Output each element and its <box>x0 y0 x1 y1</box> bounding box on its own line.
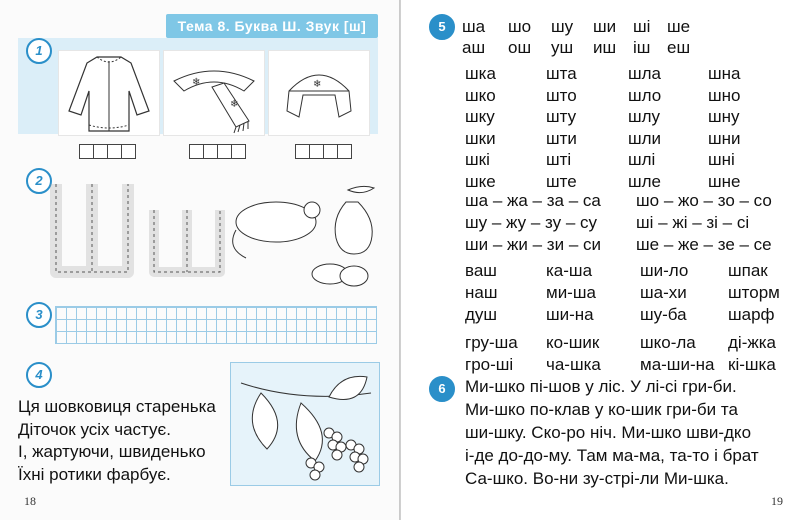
syllable: шки <box>465 128 496 148</box>
syllable: ош <box>508 38 532 57</box>
syllable: шті <box>546 150 572 169</box>
mulberry-branch-icon <box>231 363 379 485</box>
hat-icon <box>269 51 369 135</box>
syllable: иш <box>593 38 617 57</box>
syllable: шта <box>546 64 577 83</box>
poem-line: Діточок усіх частує. <box>18 419 171 439</box>
poem-line: Їхні ротики фарбує. <box>18 464 171 484</box>
page-number-right: 19 <box>771 494 783 508</box>
exercise-6-badge: 6 <box>429 376 455 402</box>
word: кі-шка <box>728 355 776 374</box>
syllable-chain: шо – жо – зо – со <box>636 191 772 210</box>
syllable: шне <box>708 171 741 191</box>
poem <box>18 396 216 486</box>
scarf-picture <box>163 50 265 136</box>
answer-boxes-hat[interactable] <box>296 144 352 159</box>
word: шко-ла <box>640 333 696 352</box>
story-line: ши-шку. Ско-ро ніч. Ми-шко шви-дко <box>465 423 752 442</box>
syllable: шно <box>708 85 741 105</box>
story-text <box>465 375 795 490</box>
page-number-left: 18 <box>24 494 36 508</box>
word: шпак <box>728 261 768 280</box>
hat-picture <box>268 50 370 136</box>
syllable: шні <box>708 150 735 169</box>
word: ча-шка <box>546 355 601 374</box>
svg-text:❄: ❄ <box>192 77 201 88</box>
word: шторм <box>728 283 780 302</box>
poem-line: І, жартуючи, швиденько <box>18 442 206 461</box>
syllable: аш <box>462 38 486 57</box>
syllable: шлу <box>628 107 661 126</box>
syllable: шло <box>628 85 662 105</box>
word: душ <box>465 305 498 324</box>
syllable: шну <box>708 107 740 126</box>
syllable-chain: ши – жи – зи – си <box>465 235 601 254</box>
syllable: шо <box>508 17 532 36</box>
word: шу-ба <box>640 305 687 324</box>
syllable: шти <box>546 128 577 148</box>
scarf-icon <box>164 51 264 135</box>
word: ко-шик <box>546 333 600 352</box>
syllable: ші <box>633 17 651 36</box>
exercise-4-badge: 4 <box>26 362 52 388</box>
lesson-title: Тема 8. Буква Ш. Звук [ш] <box>166 14 378 38</box>
syllable: уш <box>551 38 574 57</box>
exercise-1-badge: 1 <box>26 38 52 64</box>
word: шарф <box>728 305 775 324</box>
left-page <box>0 0 399 520</box>
syllable: шку <box>465 107 495 126</box>
word: ваш <box>465 261 497 280</box>
syllable: шкі <box>465 150 490 169</box>
syllable-chain: ша – жа – за – са <box>465 191 601 210</box>
syllable: іш <box>633 38 651 57</box>
word: ка-ша <box>546 261 593 280</box>
exercise-5-badge: 5 <box>429 14 455 40</box>
word: ши-на <box>546 305 594 324</box>
syllable: шка <box>465 64 496 83</box>
syllable-chain: ші – жі – зі – сі <box>636 213 750 232</box>
letter-sha-tracing[interactable] <box>50 180 230 280</box>
story-line: і-де до-до-му. Там ма-ма, та-то і брат <box>465 446 759 465</box>
syllable-chain: ше – же – зе – се <box>636 235 772 254</box>
syllable: шке <box>465 171 496 191</box>
svg-text:❄: ❄ <box>230 99 239 110</box>
syllable: шко <box>465 85 496 105</box>
syllable-chain: шу – жу – зу – су <box>465 213 598 232</box>
syllable: шле <box>628 171 662 191</box>
answer-boxes-scarf[interactable] <box>190 144 246 159</box>
exercise-2-badge: 2 <box>26 168 52 194</box>
word: наш <box>465 283 498 302</box>
word: ма-ши-на <box>640 355 715 374</box>
word: гру-ша <box>465 333 518 352</box>
word: ши-ло <box>640 261 689 280</box>
syllable: шту <box>546 107 577 126</box>
writing-grid[interactable] <box>55 306 377 344</box>
coat-picture <box>58 50 160 136</box>
story-line: Ми-шко пі-шов у ліс. У лі-сі гри-би. <box>465 377 737 396</box>
mouse-pear-picture <box>228 178 378 290</box>
syllable: шлі <box>628 150 656 169</box>
word: ми-ша <box>546 283 596 302</box>
story-line: Ми-шко по-клав у ко-шик гри-би та <box>465 400 738 419</box>
syllable: шу <box>551 17 574 36</box>
syllable: што <box>546 85 577 105</box>
answer-boxes-coat[interactable] <box>80 144 136 159</box>
word: ді-жка <box>728 333 776 352</box>
syllable: шна <box>708 64 741 83</box>
svg-text:❄: ❄ <box>313 79 322 90</box>
poem-line: Ця шовковиця старенька <box>18 397 216 416</box>
syllable: шла <box>628 64 662 83</box>
exercise-3-badge: 3 <box>26 302 52 328</box>
syllable: ше <box>667 17 691 36</box>
coat-icon <box>59 51 159 135</box>
syllable: ша <box>462 17 486 36</box>
syllable: еш <box>667 38 691 57</box>
syllable: шли <box>628 128 662 148</box>
word: ша-хи <box>640 283 687 302</box>
mulberry-picture <box>230 362 380 486</box>
syllable: шни <box>708 128 741 148</box>
story-line: Са-шко. Во-ни зу-стрі-ли Ми-шка. <box>465 469 729 488</box>
word: гро-ші <box>465 355 514 374</box>
syllable: ши <box>593 17 617 36</box>
syllable: ште <box>546 171 577 191</box>
